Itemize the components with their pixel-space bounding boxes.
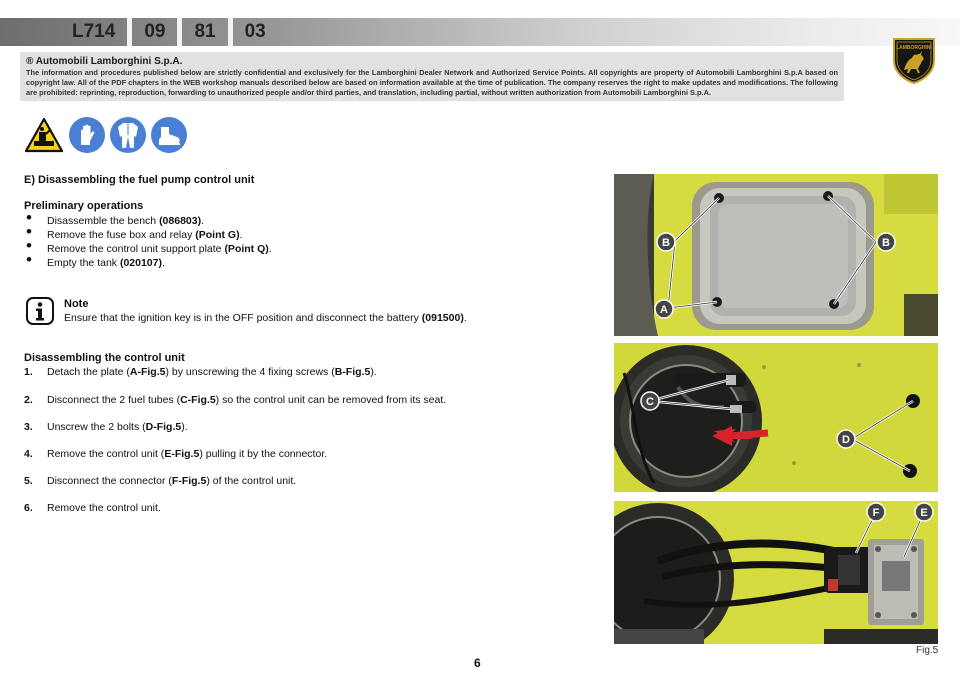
- callout-c: [641, 392, 659, 410]
- note-title: Note: [64, 298, 89, 310]
- note-text: Ensure that the ignition key is in the OFF position and disconnect the battery (091500).: [64, 312, 467, 324]
- svg-text:E: E: [920, 507, 928, 519]
- list-item: • Disassemble the bench (086803).: [26, 214, 272, 228]
- gloves-icon: [69, 117, 105, 153]
- callout-a: [655, 300, 673, 318]
- svg-text:A: A: [660, 304, 668, 316]
- preliminary-operations-title: Preliminary operations: [24, 200, 144, 212]
- section-title: E) Disassembling the fuel pump control unit: [24, 174, 255, 186]
- safety-shoes-icon: [151, 117, 187, 153]
- code-subgroup: 81: [194, 21, 216, 42]
- lamborghini-bull-shield-icon: [891, 36, 937, 84]
- svg-text:LAMBORGHINI: LAMBORGHINI: [896, 45, 932, 51]
- reference-code: (Point Q): [224, 243, 269, 255]
- reference-code: (091500): [421, 312, 464, 324]
- warning-triangle-icon: [24, 117, 64, 153]
- info-icon: [26, 297, 54, 330]
- preliminary-operations-list: [26, 214, 272, 270]
- copyright-title: ® Automobili Lamborghini S.p.A.: [26, 56, 183, 67]
- svg-text:F: F: [872, 507, 880, 519]
- copyright-notice: [20, 52, 844, 101]
- svg-text:D: D: [842, 434, 850, 446]
- figure-label: Fig.5: [916, 645, 939, 656]
- list-item: • Empty the tank (020107).: [26, 256, 272, 270]
- photo-control-unit: [614, 501, 938, 644]
- callout-b-right: [877, 233, 895, 251]
- step-6: 6. Remove the control unit.: [24, 502, 161, 514]
- svg-text:B: B: [662, 237, 670, 249]
- reference-code: (Point G): [195, 229, 240, 241]
- step-4: 4. Remove the control unit (E-Fig.5) pulling it by the connector.: [24, 448, 328, 460]
- list-item: • Remove the control unit support plate (Point Q).: [26, 242, 272, 256]
- document-code: [60, 18, 278, 46]
- step-2: 2. Disconnect the 2 fuel tubes (C-Fig.5) so the control unit can be removed from its seat.: [24, 394, 447, 406]
- page-number: 6: [474, 656, 481, 670]
- reference-code: (020107): [119, 257, 162, 269]
- svg-text:B: B: [882, 237, 890, 249]
- callout-e: [915, 503, 933, 521]
- photo-cover-plate: [614, 174, 938, 336]
- code-model: L714: [72, 21, 116, 42]
- code-group: 09: [144, 21, 166, 42]
- safety-equipment-icons: [24, 117, 187, 153]
- callout-b-left: [657, 233, 675, 251]
- photo-fuel-tubes: [614, 343, 938, 492]
- overalls-icon: [110, 117, 146, 153]
- reference-code: (086803): [159, 215, 202, 227]
- callout-d: [837, 430, 855, 448]
- code-section: 03: [244, 21, 266, 42]
- copyright-text: The information and procedures published below are strictly confidential and exclusively for the Lamborghini Dealer Network and Authorized Service Points. All copyrights are property of Automobili Lamborghini S.p.A based on copyright law. All of the PDF chapters in the WEB workshop manuals described below are based on information available at the time of publication. The company reserves the right to make updates and modifications. The following are prohibited: reprinting, reproduction, forwarding to unauthorized people and/or third parties, and translation, including partial, without written authorization from Automobili Lamborghini S.p.A.: [26, 68, 838, 97]
- svg-text:C: C: [646, 396, 654, 408]
- list-item: • Remove the fuse box and relay (Point G).: [26, 228, 272, 242]
- step-1: 1. Detach the plate (A-Fig.5) by unscrewing the 4 fixing screws (B-Fig.5).: [24, 366, 377, 378]
- callout-f: [867, 503, 885, 521]
- disassembling-title: Disassembling the control unit: [24, 352, 185, 364]
- step-3: 3. Unscrew the 2 bolts (D-Fig.5).: [24, 421, 188, 433]
- step-5: 5. Disconnect the connector (F-Fig.5) of the control unit.: [24, 475, 297, 487]
